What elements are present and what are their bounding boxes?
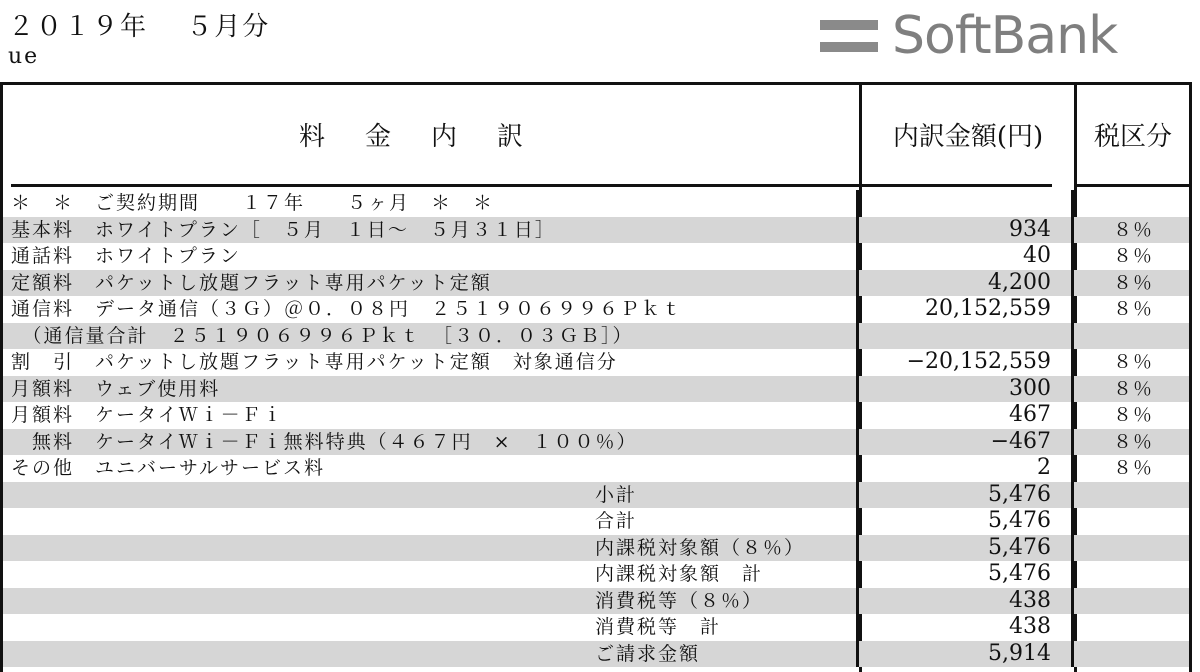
table-row xyxy=(3,243,1189,270)
column-divider xyxy=(856,296,859,323)
column-divider xyxy=(1071,482,1074,509)
tax-category: ８％ xyxy=(1112,245,1153,267)
column-divider xyxy=(1071,349,1074,376)
table-row xyxy=(3,614,1189,641)
summary-label: 消費税等 計 xyxy=(595,616,722,638)
charge-amount: 5,914 xyxy=(988,640,1051,666)
charge-amount: −467 xyxy=(990,428,1051,454)
table-row xyxy=(3,508,1189,535)
column-divider xyxy=(856,535,859,562)
charge-description: 月額料 ケータイＷｉ－Ｆｉ xyxy=(11,404,284,426)
column-divider xyxy=(856,561,859,588)
column-divider xyxy=(1071,614,1074,641)
table-row xyxy=(3,402,1189,429)
table-row xyxy=(3,296,1189,323)
charge-description: 定額料 パケットし放題フラット専用パケット定額 xyxy=(11,271,492,294)
column-divider xyxy=(1071,376,1074,403)
summary-label: 合計 xyxy=(595,510,638,532)
table-row xyxy=(3,455,1189,482)
tax-category: ８％ xyxy=(1112,404,1153,426)
column-divider xyxy=(1071,190,1074,217)
table-row xyxy=(3,270,1189,297)
column-divider xyxy=(1071,561,1074,588)
charge-amount: 5,476 xyxy=(988,561,1051,586)
table-row xyxy=(3,561,1189,588)
column-divider xyxy=(856,614,859,641)
header-rule xyxy=(11,184,1052,187)
tax-category: ８％ xyxy=(1112,377,1153,400)
table-row xyxy=(3,349,1189,376)
column-divider xyxy=(856,455,859,482)
table-row xyxy=(3,429,1189,456)
charge-amount: 5,476 xyxy=(988,481,1051,507)
charge-description: 無料 ケータイＷｉ－Ｆｉ無料特典（４６７円 × １００％） xyxy=(11,430,638,453)
column-divider xyxy=(1071,455,1074,482)
tax-category: ８％ xyxy=(1112,457,1153,479)
charge-description: 通信料 データ通信（３Ｇ）＠０．０８円 ２５１９０６９９６Ｐｋｔ xyxy=(11,298,684,320)
column-divider xyxy=(856,349,859,376)
column-divider xyxy=(856,508,859,535)
column-divider xyxy=(1071,641,1074,668)
table-row xyxy=(3,588,1189,615)
column-divider xyxy=(856,243,859,270)
column-divider xyxy=(1071,270,1074,297)
charges-table xyxy=(0,82,1192,672)
charge-description: 月額料 ウェブ使用料 xyxy=(11,377,221,400)
column-divider xyxy=(856,190,859,217)
charge-amount: −20,152,559 xyxy=(906,349,1051,374)
charge-amount: 2 xyxy=(1037,455,1051,480)
column-divider xyxy=(1071,323,1074,350)
summary-label: 小計 xyxy=(595,483,638,506)
column-divider xyxy=(1071,588,1074,615)
summary-label: 消費税等（８％） xyxy=(595,589,764,612)
charge-description: （通信量合計 ２５１９０６９９６Ｐｋｔ ［３０．０３ＧＢ］） xyxy=(11,324,634,347)
charge-amount: 5,476 xyxy=(988,534,1051,560)
table-row xyxy=(3,190,1189,217)
charge-amount: 438 xyxy=(1009,587,1051,613)
charge-description: 基本料 ホワイトプラン［ ５月 １日～ ５月３１日］ xyxy=(11,218,556,241)
column-divider xyxy=(856,482,859,509)
summary-label: 内課税対象額 計 xyxy=(595,563,764,585)
softbank-logo-text: SoftBank xyxy=(892,6,1118,66)
table-row xyxy=(3,217,1189,244)
charge-description: 割 引 パケットし放題フラット専用パケット定額 対象通信分 xyxy=(11,351,618,373)
column-divider xyxy=(1071,217,1074,244)
header-tax: 税区分 xyxy=(1093,122,1172,152)
column-divider xyxy=(856,402,859,429)
charge-amount: 300 xyxy=(1009,375,1051,401)
account-name: ue xyxy=(8,44,40,69)
charge-description: 通話料 ホワイトプラン xyxy=(11,245,241,267)
table-row xyxy=(3,482,1189,509)
tax-category: ８％ xyxy=(1112,351,1153,373)
tax-category: ８％ xyxy=(1112,271,1153,294)
header-rule xyxy=(1077,184,1189,187)
column-divider xyxy=(1071,429,1074,456)
header-amount: 内訳金額(円) xyxy=(892,122,1044,152)
column-divider xyxy=(1071,535,1074,562)
tax-category: ８％ xyxy=(1112,298,1153,320)
column-divider xyxy=(856,588,859,615)
column-divider xyxy=(1071,402,1074,429)
column-divider xyxy=(856,376,859,403)
tax-category: ８％ xyxy=(1112,218,1153,241)
charge-amount: 4,200 xyxy=(988,269,1051,295)
charge-amount: 20,152,559 xyxy=(925,296,1051,321)
billing-period: ２０１９年 ５月分 xyxy=(8,12,271,42)
table-row xyxy=(3,323,1189,350)
charge-description: ＊ ＊ ご契約期間 １７年 ５ヶ月 ＊ ＊ xyxy=(11,192,495,214)
column-divider xyxy=(856,217,859,244)
column-divider xyxy=(1071,508,1074,535)
softbank-logo xyxy=(820,6,1117,66)
column-divider xyxy=(856,270,859,297)
softbank-logo-icon xyxy=(820,14,878,58)
column-divider xyxy=(856,323,859,350)
column-divider xyxy=(856,429,859,456)
charge-description: その他 ユニバーサルサービス料 xyxy=(11,457,326,479)
charge-amount: 5,476 xyxy=(988,508,1051,533)
table-row xyxy=(3,376,1189,403)
charge-amount: 467 xyxy=(1009,402,1051,427)
column-divider xyxy=(1071,296,1074,323)
table-row xyxy=(3,641,1189,668)
table-row xyxy=(3,535,1189,562)
charge-amount: 40 xyxy=(1023,243,1051,268)
header-desc: 料金内訳 xyxy=(298,122,563,152)
charge-amount: 438 xyxy=(1009,614,1051,639)
summary-label: 内課税対象額（８％） xyxy=(595,536,806,559)
tax-category: ８％ xyxy=(1112,430,1153,453)
charge-amount: 934 xyxy=(1009,216,1051,242)
column-divider xyxy=(1071,243,1074,270)
summary-label: ご請求金額 xyxy=(595,642,701,665)
column-divider xyxy=(856,641,859,668)
